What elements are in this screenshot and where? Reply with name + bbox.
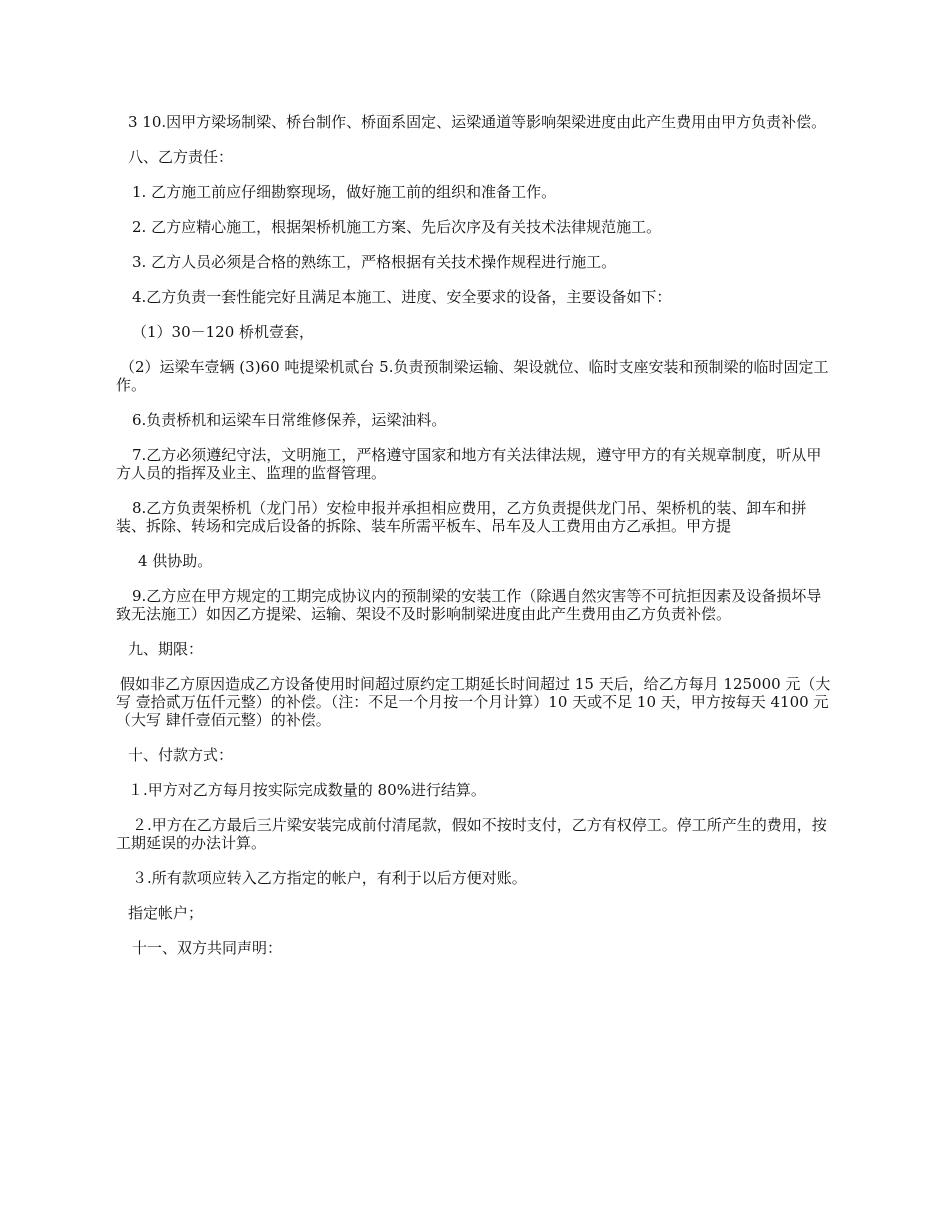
paragraph-item-1: 1. 乙方施工前应仔细勘察现场，做好施工前的组织和准备工作。 bbox=[132, 183, 557, 201]
section-heading-joint-declaration: 十一、双方共同声明： bbox=[132, 939, 283, 957]
paragraph-item-8: 8.乙方负责架桥机（龙门吊）安检申报并承担相应费用，乙方负责提供龙门吊、架桥机的装、卸车和拼装、拆除、转场和完成后设备的拆除、装车所需平板车、吊车及人工费用由方乙承担。甲方提 bbox=[116, 499, 807, 535]
section-heading-term: 九、期限： bbox=[128, 640, 204, 658]
section-heading-payment: 十、付款方式： bbox=[128, 746, 234, 764]
paragraph-term-detail: 假如非乙方原因造成乙方设备使用时间超过原约定工期延长时间超过 15 天后，给乙方每月 125000 元（大写 壹拾贰万伍仟元整）的补偿。（注：不足一个月按一个月计算）10 天或不足 10 天，甲方按每天 4100 元（大写 肆仟壹佰元整）的补偿。 bbox=[116, 675, 831, 729]
document-page bbox=[116, 113, 832, 974]
paragraph-item-7: 7.乙方必须遵纪守法，文明施工，严格遵守国家和地方有关法律法规，遵守甲方的有关规章制度，听从甲方人员的指挥及业主、监理的监督管理。 bbox=[116, 446, 822, 482]
paragraph-item-9: 9.乙方应在甲方规定的工期完成协议内的预制梁的安装工作（除遇自然灾害等不可抗拒因素及设备损坏导致无法施工）如因乙方提梁、运输、架设不及时影响制梁进度由此产生费用由乙方负责补偿。 bbox=[116, 587, 822, 623]
paragraph-item-8-continued: 4 供协助。 bbox=[138, 552, 213, 570]
paragraph-item-2: 2. 乙方应精心施工，根据架桥机施工方案、先后次序及有关技术法律规范施工。 bbox=[132, 218, 662, 236]
paragraph-item-4: 4.乙方负责一套性能完好且满足本施工、进度、安全要求的设备，主要设备如下： bbox=[132, 288, 672, 306]
paragraph-item-6: 6.负责桥机和运梁车日常维修保养，运梁油料。 bbox=[132, 411, 447, 429]
section-heading-party-b-responsibility: 八、乙方责任： bbox=[128, 148, 234, 166]
paragraph-item-3: 3. 乙方人员必须是合格的熟练工，严格根据有关技术操作规程进行施工。 bbox=[132, 253, 617, 271]
paragraph-payment-2: ２.甲方在乙方最后三片梁安装完成前付清尾款，假如不按时支付，乙方有权停工。停工所产生的费用，按工期延误的办法计算。 bbox=[116, 816, 827, 852]
paragraph-equipment-2: （2）运梁车壹辆 (3)60 吨提梁机贰台 5.负责预制梁运输、架设就位、临时支座安装和预制梁的临时固定工作。 bbox=[116, 358, 829, 394]
paragraph-equipment-1: （1）30－120 桥机壹套， bbox=[132, 323, 315, 341]
paragraph-payment-1: １.甲方对乙方每月按实际完成数量的 80%进行结算。 bbox=[128, 781, 486, 799]
paragraph-payment-3: ３.所有款项应转入乙方指定的帐户，有利于以后方便对账。 bbox=[132, 869, 527, 887]
paragraph-designated-account: 指定帐户； bbox=[128, 904, 204, 922]
paragraph-clause-3-10: 3 10.因甲方梁场制梁、桥台制作、桥面系固定、运梁通道等影响架梁进度由此产生费用由甲方负责补偿。 bbox=[128, 113, 827, 131]
